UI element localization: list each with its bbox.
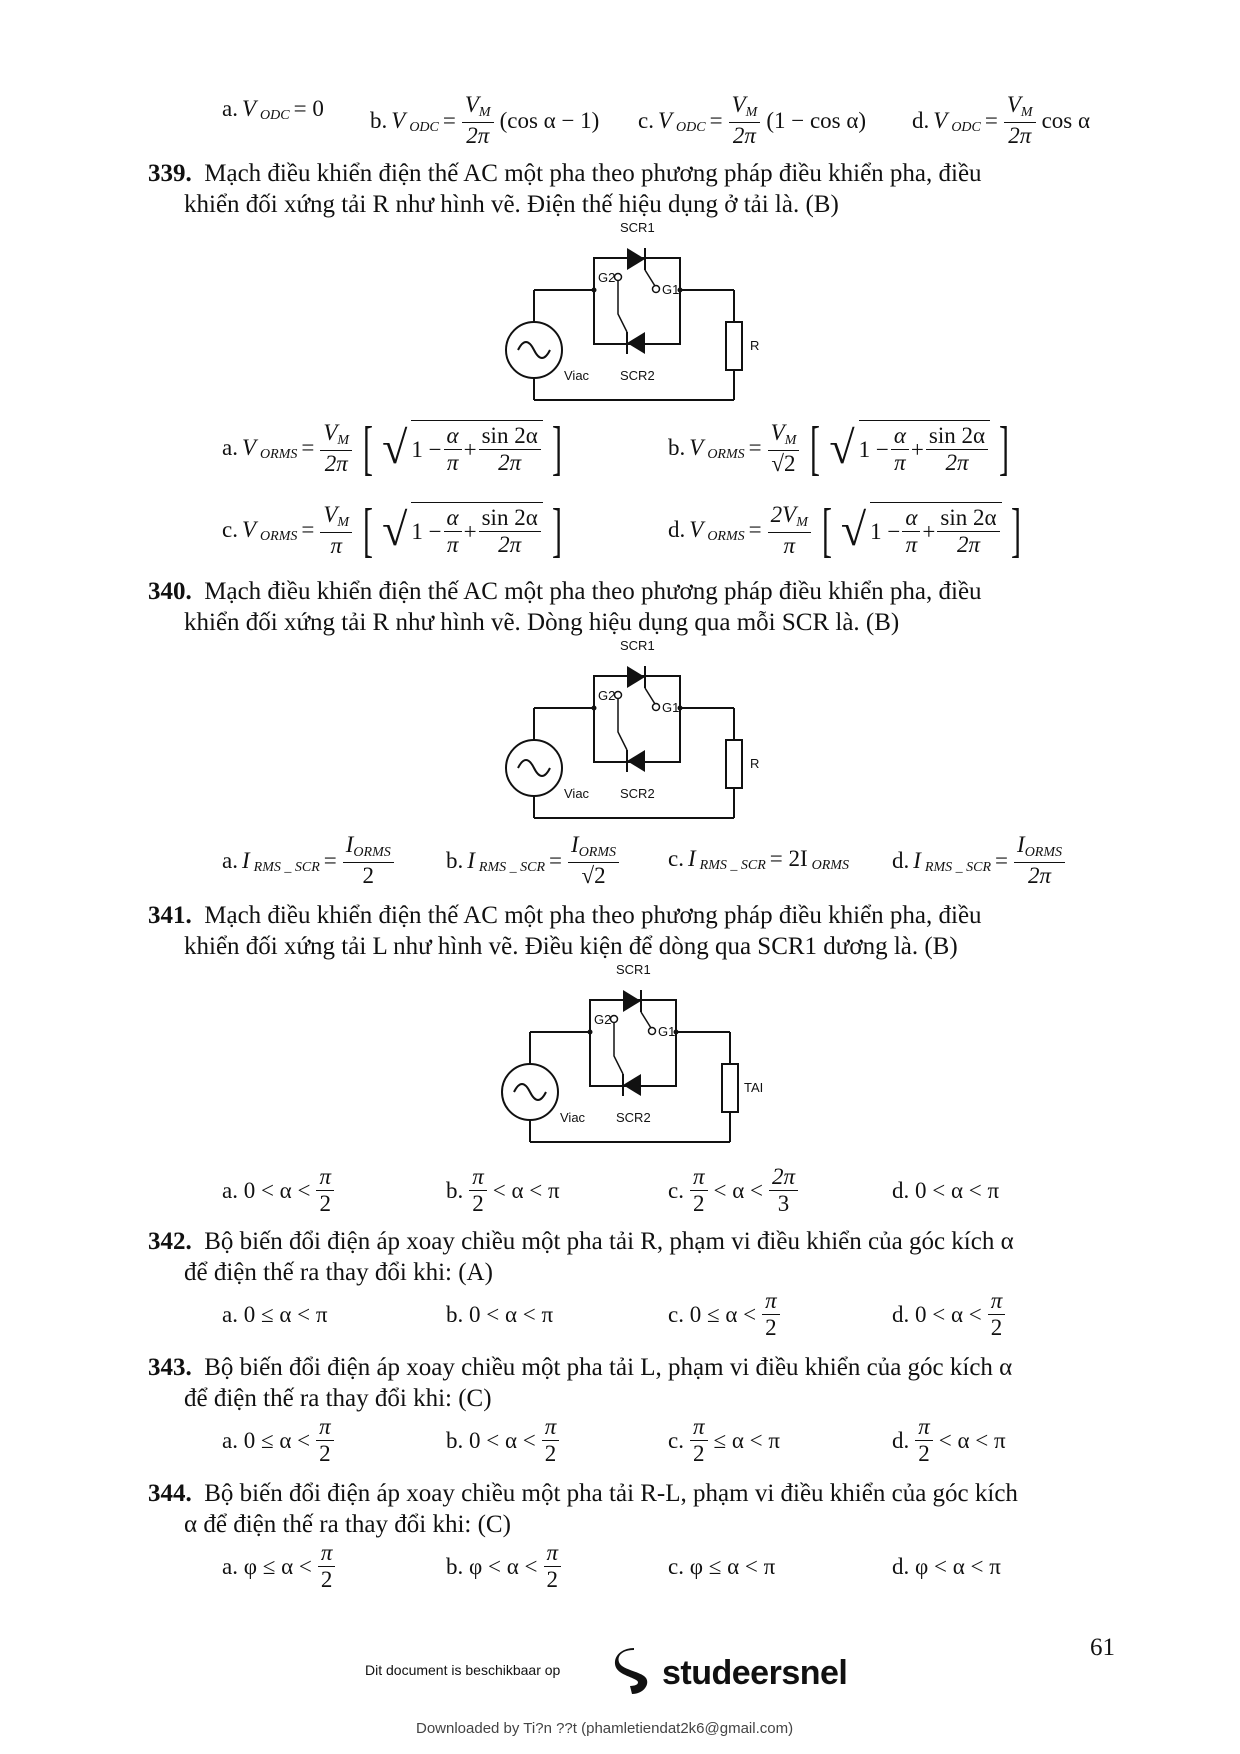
option-b-340: b. I RMS _ SCR = $\frac{\text{IORMS}}{√2}$: [446, 832, 621, 889]
option-b-339: b. V ORMS = $\frac{VM}{√2}$ [ √ 1 − $\frac{\alpha}{\pi}$ + $\frac{\sin 2\alpha}{2\pi}$ ]: [668, 415, 1010, 481]
option-d-341: d. 0 < α < π: [892, 1178, 1000, 1203]
scr1-label: SCR1: [620, 220, 655, 235]
source-label: Viac: [564, 786, 590, 801]
question-text: Mạch điều khiển điện thế AC một pha theo phương pháp điều khiển pha, điều: [204, 160, 982, 187]
scr1-label: SCR1: [616, 962, 651, 977]
footer-availability-text: Dit document is beschikbaar op: [365, 1662, 561, 1678]
option-d-340: d. I RMS _ SCR = $\frac{\text{IORMS}}{2\pi}$: [892, 832, 1067, 889]
g1-label: G1: [658, 1024, 676, 1039]
question-342: [148, 1226, 1128, 1288]
scr2-label: SCR2: [620, 786, 655, 801]
option-c-341: c. $\frac{\pi}{2}$ < α < $\frac{2\pi}{3}$: [668, 1164, 800, 1217]
option-c-344: c. φ ≤ α < π: [668, 1554, 776, 1579]
option-b-342: b. 0 < α < π: [446, 1302, 554, 1327]
brand-name: studeersnel: [662, 1653, 848, 1692]
option-b-344: b. φ < α < $\frac{\pi}{2}$: [446, 1540, 563, 1593]
load-label: TAI: [744, 1080, 764, 1095]
question-text: Bộ biến đổi điện áp xoay chiều một pha tải L, phạm vi điều khiển của góc kích α: [204, 1354, 1013, 1381]
question-text: khiển đối xứng tải R như hình vẽ. Điện thế hiệu dụng ở tải là. (B): [184, 191, 839, 218]
studeersnel-logo-icon: [612, 1648, 656, 1698]
option-a-340: a. I RMS _ SCR = $\frac{\text{IORMS}}{2}$: [222, 832, 396, 889]
option-d-344: d. φ < α < π: [892, 1554, 1001, 1579]
question-text: khiển đối xứng tải R như hình vẽ. Dòng hiệu dụng qua mỗi SCR là. (B): [184, 609, 900, 636]
g2-label: G2: [598, 270, 616, 285]
circuit-diagram-339: [490, 220, 770, 410]
option-d-339: d. V ORMS = $\frac{2VM}{\pi}$ [ √ 1 − $\frac{\alpha}{\pi}$ + $\frac{\sin 2\alpha}{2\pi}$ ]: [668, 497, 1021, 563]
g2-label: G2: [598, 688, 616, 703]
option-d-342: d. 0 < α < $\frac{\pi}{2}$: [892, 1288, 1007, 1341]
question-344: [148, 1478, 1128, 1540]
footer-download-text: Downloaded by Ti?n ??t (phamletiendat2k6@gmail.com): [416, 1720, 794, 1737]
question-text: Bộ biến đổi điện áp xoay chiều một pha tải R-L, phạm vi điều khiển của góc kích: [204, 1480, 1018, 1507]
question-number: 340.: [148, 578, 192, 605]
option-a-339: a. V ORMS = $\frac{VM}{2\pi}$ [ √ 1 − $\frac{\alpha}{\pi}$ + $\frac{\sin 2\alpha}{2\pi}$ ]: [222, 415, 562, 481]
scr2-label: SCR2: [616, 1110, 651, 1125]
option-a-338: a. V ODC = 0: [222, 96, 324, 123]
question-339: [148, 158, 1128, 220]
question-text: khiển đối xứng tải L như hình vẽ. Điều kiện để dòng qua SCR1 dương là. (B): [184, 933, 958, 960]
question-text: Bộ biến đổi điện áp xoay chiều một pha tải R, phạm vi điều khiển của góc kích α: [204, 1228, 1014, 1255]
load-label: R: [750, 756, 760, 771]
source-label: Viac: [560, 1110, 586, 1125]
scr2-label: SCR2: [620, 368, 655, 383]
option-a-341: a. 0 < α < $\frac{\pi}{2}$: [222, 1164, 336, 1217]
question-number: 344.: [148, 1480, 192, 1507]
option-c-340: c. I RMS _ SCR = 2I ORMS: [668, 846, 849, 873]
studeersnel-logo[interactable]: [612, 1648, 847, 1698]
option-b-343: b. 0 < α < $\frac{\pi}{2}$: [446, 1414, 561, 1467]
circuit-diagram-341: [486, 962, 766, 1152]
option-c-338: c. V ODC = $\frac{VM}{2\pi}$ (1 − cos α): [638, 92, 867, 148]
option-d-338: d. V ODC = $\frac{VM}{2\pi}$ cos α: [912, 92, 1091, 148]
question-text: α để điện thế ra thay đổi khi: (C): [184, 1511, 511, 1538]
question-text: Mạch điều khiển điện thế AC một pha theo phương pháp điều khiển pha, điều: [204, 578, 982, 605]
option-d-343: d. $\frac{\pi}{2}$ < α < π: [892, 1414, 1006, 1466]
question-number: 341.: [148, 902, 192, 929]
question-341: [148, 900, 1128, 962]
question-number: 339.: [148, 160, 192, 187]
page-number: 61: [1090, 1634, 1115, 1661]
question-number: 343.: [148, 1354, 192, 1381]
circuit-diagram-340: [490, 638, 770, 828]
g2-label: G2: [594, 1012, 612, 1027]
option-c-343: c. $\frac{\pi}{2}$ ≤ α < π: [668, 1414, 781, 1466]
g1-label: G1: [662, 282, 680, 297]
option-a-342: a. 0 ≤ α < π: [222, 1302, 328, 1327]
question-340: [148, 576, 1128, 638]
option-a-344: a. φ ≤ α < $\frac{\pi}{2}$: [222, 1540, 337, 1593]
option-a-343: a. 0 ≤ α < $\frac{\pi}{2}$: [222, 1414, 336, 1467]
question-text: để điện thế ra thay đổi khi: (C): [184, 1385, 492, 1412]
scr1-label: SCR1: [620, 638, 655, 653]
source-label: Viac: [564, 368, 590, 383]
option-c-339: c. V ORMS = $\frac{VM}{\pi}$ [ √ 1 − $\frac{\alpha}{\pi}$ + $\frac{\sin 2\alpha}{2\pi}$ ]: [222, 497, 562, 563]
option-b-341: b. $\frac{\pi}{2}$ < α < π: [446, 1164, 560, 1216]
option-c-342: c. 0 ≤ α < $\frac{\pi}{2}$: [668, 1288, 782, 1341]
question-number: 342.: [148, 1228, 192, 1255]
option-b-338: b. V ODC = $\frac{VM}{2\pi}$ (cos α − 1): [370, 92, 600, 148]
question-text: Mạch điều khiển điện thế AC một pha theo phương pháp điều khiển pha, điều: [204, 902, 982, 929]
question-343: [148, 1352, 1128, 1414]
load-label: R: [750, 338, 760, 353]
g1-label: G1: [662, 700, 680, 715]
question-text: để điện thế ra thay đổi khi: (A): [184, 1259, 493, 1286]
